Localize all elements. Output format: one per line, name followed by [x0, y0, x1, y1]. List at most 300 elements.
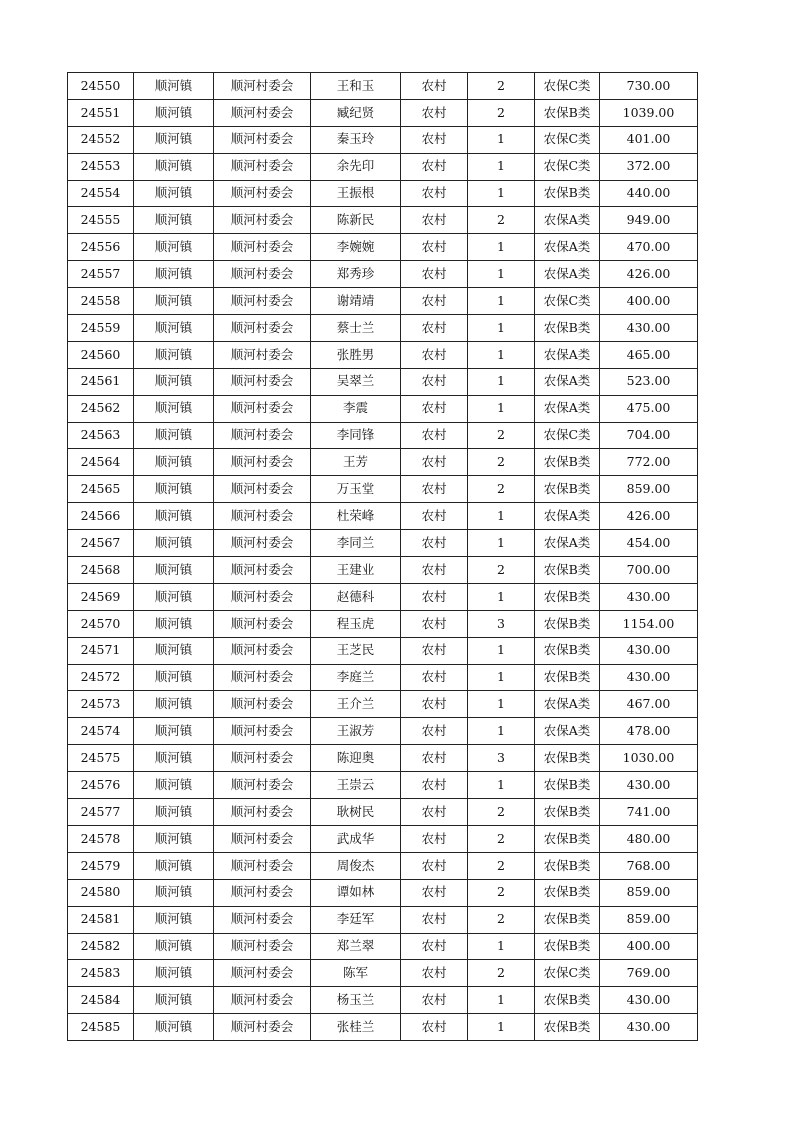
record-id-cell: 24585	[68, 1014, 134, 1041]
town-cell: 顺河镇	[134, 476, 214, 503]
insurance-category-cell: 农保C类	[535, 153, 600, 180]
record-id-cell: 24578	[68, 825, 134, 852]
household-type-cell: 农村	[401, 933, 468, 960]
amount-cell: 372.00	[600, 153, 698, 180]
town-cell: 顺河镇	[134, 153, 214, 180]
amount-cell: 401.00	[600, 126, 698, 153]
insurance-category-cell: 农保C类	[535, 288, 600, 315]
insurance-category-cell: 农保B类	[535, 799, 600, 826]
person-name-cell: 王芳	[311, 449, 401, 476]
member-count-cell: 1	[468, 691, 535, 718]
village-committee-cell: 顺河村委会	[214, 691, 311, 718]
household-type-cell: 农村	[401, 180, 468, 207]
member-count-cell: 1	[468, 718, 535, 745]
household-type-cell: 农村	[401, 126, 468, 153]
insurance-category-cell: 农保B类	[535, 987, 600, 1014]
table-row	[68, 1014, 698, 1041]
person-name-cell: 王淑芳	[311, 718, 401, 745]
person-name-cell: 李婉婉	[311, 234, 401, 261]
insurance-category-cell: 农保B类	[535, 610, 600, 637]
household-type-cell: 农村	[401, 799, 468, 826]
record-id-cell: 24563	[68, 422, 134, 449]
record-id-cell: 24581	[68, 906, 134, 933]
amount-cell: 741.00	[600, 799, 698, 826]
insurance-category-cell: 农保B类	[535, 449, 600, 476]
table-row	[68, 933, 698, 960]
table-row	[68, 530, 698, 557]
household-type-cell: 农村	[401, 825, 468, 852]
amount-cell: 400.00	[600, 933, 698, 960]
village-committee-cell: 顺河村委会	[214, 341, 311, 368]
member-count-cell: 2	[468, 906, 535, 933]
insurance-category-cell: 农保B类	[535, 476, 600, 503]
village-committee-cell: 顺河村委会	[214, 610, 311, 637]
amount-cell: 769.00	[600, 960, 698, 987]
member-count-cell: 1	[468, 637, 535, 664]
village-committee-cell: 顺河村委会	[214, 906, 311, 933]
household-type-cell: 农村	[401, 1014, 468, 1041]
amount-cell: 859.00	[600, 879, 698, 906]
amount-cell: 704.00	[600, 422, 698, 449]
member-count-cell: 1	[468, 395, 535, 422]
record-id-cell: 24569	[68, 583, 134, 610]
household-type-cell: 农村	[401, 852, 468, 879]
person-name-cell: 秦玉玲	[311, 126, 401, 153]
insurance-category-cell: 农保B类	[535, 879, 600, 906]
town-cell: 顺河镇	[134, 180, 214, 207]
town-cell: 顺河镇	[134, 368, 214, 395]
member-count-cell: 1	[468, 288, 535, 315]
table-row	[68, 799, 698, 826]
record-id-cell: 24552	[68, 126, 134, 153]
person-name-cell: 程玉虎	[311, 610, 401, 637]
household-type-cell: 农村	[401, 664, 468, 691]
household-type-cell: 农村	[401, 207, 468, 234]
town-cell: 顺河镇	[134, 637, 214, 664]
member-count-cell: 1	[468, 933, 535, 960]
person-name-cell: 郑秀珍	[311, 261, 401, 288]
member-count-cell: 1	[468, 1014, 535, 1041]
town-cell: 顺河镇	[134, 315, 214, 342]
person-name-cell: 谢靖靖	[311, 288, 401, 315]
record-id-cell: 24571	[68, 637, 134, 664]
town-cell: 顺河镇	[134, 610, 214, 637]
table-row	[68, 987, 698, 1014]
town-cell: 顺河镇	[134, 288, 214, 315]
town-cell: 顺河镇	[134, 583, 214, 610]
record-id-cell: 24562	[68, 395, 134, 422]
person-name-cell: 李震	[311, 395, 401, 422]
village-committee-cell: 顺河村委会	[214, 664, 311, 691]
household-type-cell: 农村	[401, 745, 468, 772]
member-count-cell: 2	[468, 557, 535, 584]
person-name-cell: 陈军	[311, 960, 401, 987]
data-table	[67, 72, 698, 1041]
member-count-cell: 3	[468, 745, 535, 772]
insurance-category-cell: 农保B类	[535, 180, 600, 207]
member-count-cell: 1	[468, 583, 535, 610]
member-count-cell: 2	[468, 476, 535, 503]
record-id-cell: 24584	[68, 987, 134, 1014]
insurance-category-cell: 农保C类	[535, 73, 600, 100]
insurance-category-cell: 农保B类	[535, 772, 600, 799]
person-name-cell: 蔡士兰	[311, 315, 401, 342]
insurance-category-cell: 农保B类	[535, 583, 600, 610]
village-committee-cell: 顺河村委会	[214, 879, 311, 906]
person-name-cell: 余先印	[311, 153, 401, 180]
table-row	[68, 422, 698, 449]
village-committee-cell: 顺河村委会	[214, 503, 311, 530]
member-count-cell: 1	[468, 341, 535, 368]
town-cell: 顺河镇	[134, 557, 214, 584]
amount-cell: 470.00	[600, 234, 698, 261]
person-name-cell: 臧纪贤	[311, 99, 401, 126]
person-name-cell: 李同锋	[311, 422, 401, 449]
member-count-cell: 1	[468, 261, 535, 288]
table-row	[68, 906, 698, 933]
person-name-cell: 武成华	[311, 825, 401, 852]
person-name-cell: 王崇云	[311, 772, 401, 799]
village-committee-cell: 顺河村委会	[214, 207, 311, 234]
village-committee-cell: 顺河村委会	[214, 745, 311, 772]
record-id-cell: 24565	[68, 476, 134, 503]
village-committee-cell: 顺河村委会	[214, 476, 311, 503]
village-committee-cell: 顺河村委会	[214, 315, 311, 342]
amount-cell: 430.00	[600, 664, 698, 691]
amount-cell: 730.00	[600, 73, 698, 100]
amount-cell: 430.00	[600, 772, 698, 799]
person-name-cell: 万玉堂	[311, 476, 401, 503]
person-name-cell: 张胜男	[311, 341, 401, 368]
town-cell: 顺河镇	[134, 799, 214, 826]
household-type-cell: 农村	[401, 718, 468, 745]
record-id-cell: 24577	[68, 799, 134, 826]
table-row	[68, 395, 698, 422]
person-name-cell: 陈迎奥	[311, 745, 401, 772]
table-row	[68, 476, 698, 503]
record-id-cell: 24561	[68, 368, 134, 395]
household-type-cell: 农村	[401, 960, 468, 987]
village-committee-cell: 顺河村委会	[214, 126, 311, 153]
amount-cell: 1039.00	[600, 99, 698, 126]
amount-cell: 467.00	[600, 691, 698, 718]
table-row	[68, 691, 698, 718]
town-cell: 顺河镇	[134, 825, 214, 852]
village-committee-cell: 顺河村委会	[214, 772, 311, 799]
household-type-cell: 农村	[401, 99, 468, 126]
town-cell: 顺河镇	[134, 530, 214, 557]
person-name-cell: 王振根	[311, 180, 401, 207]
amount-cell: 1030.00	[600, 745, 698, 772]
insurance-category-cell: 农保B类	[535, 664, 600, 691]
member-count-cell: 1	[468, 315, 535, 342]
amount-cell: 1154.00	[600, 610, 698, 637]
town-cell: 顺河镇	[134, 745, 214, 772]
insurance-category-cell: 农保B类	[535, 906, 600, 933]
person-name-cell: 吴翠兰	[311, 368, 401, 395]
insurance-category-cell: 农保A类	[535, 395, 600, 422]
record-id-cell: 24573	[68, 691, 134, 718]
record-id-cell: 24557	[68, 261, 134, 288]
record-id-cell: 24583	[68, 960, 134, 987]
member-count-cell: 1	[468, 234, 535, 261]
town-cell: 顺河镇	[134, 126, 214, 153]
person-name-cell: 郑兰翠	[311, 933, 401, 960]
household-type-cell: 农村	[401, 153, 468, 180]
insurance-category-cell: 农保B类	[535, 825, 600, 852]
insurance-category-cell: 农保A类	[535, 718, 600, 745]
record-id-cell: 24553	[68, 153, 134, 180]
record-id-cell: 24554	[68, 180, 134, 207]
person-name-cell: 耿树民	[311, 799, 401, 826]
table-row	[68, 341, 698, 368]
person-name-cell: 杜荣峰	[311, 503, 401, 530]
insurance-category-cell: 农保A类	[535, 368, 600, 395]
town-cell: 顺河镇	[134, 852, 214, 879]
village-committee-cell: 顺河村委会	[214, 799, 311, 826]
amount-cell: 426.00	[600, 261, 698, 288]
member-count-cell: 2	[468, 799, 535, 826]
member-count-cell: 2	[468, 852, 535, 879]
amount-cell: 772.00	[600, 449, 698, 476]
household-type-cell: 农村	[401, 691, 468, 718]
amount-cell: 478.00	[600, 718, 698, 745]
person-name-cell: 王介兰	[311, 691, 401, 718]
village-committee-cell: 顺河村委会	[214, 234, 311, 261]
member-count-cell: 1	[468, 126, 535, 153]
town-cell: 顺河镇	[134, 960, 214, 987]
member-count-cell: 2	[468, 207, 535, 234]
insurance-category-cell: 农保B类	[535, 637, 600, 664]
table-row	[68, 583, 698, 610]
member-count-cell: 2	[468, 73, 535, 100]
person-name-cell: 张桂兰	[311, 1014, 401, 1041]
town-cell: 顺河镇	[134, 207, 214, 234]
data-table-container	[67, 72, 698, 1041]
insurance-category-cell: 农保C类	[535, 126, 600, 153]
town-cell: 顺河镇	[134, 772, 214, 799]
village-committee-cell: 顺河村委会	[214, 933, 311, 960]
town-cell: 顺河镇	[134, 1014, 214, 1041]
village-committee-cell: 顺河村委会	[214, 449, 311, 476]
insurance-category-cell: 农保A类	[535, 691, 600, 718]
household-type-cell: 农村	[401, 583, 468, 610]
table-row	[68, 126, 698, 153]
village-committee-cell: 顺河村委会	[214, 530, 311, 557]
insurance-category-cell: 农保A类	[535, 530, 600, 557]
household-type-cell: 农村	[401, 422, 468, 449]
town-cell: 顺河镇	[134, 341, 214, 368]
member-count-cell: 2	[468, 449, 535, 476]
amount-cell: 430.00	[600, 315, 698, 342]
record-id-cell: 24575	[68, 745, 134, 772]
member-count-cell: 2	[468, 960, 535, 987]
household-type-cell: 农村	[401, 449, 468, 476]
table-row	[68, 745, 698, 772]
household-type-cell: 农村	[401, 73, 468, 100]
town-cell: 顺河镇	[134, 422, 214, 449]
insurance-category-cell: 农保B类	[535, 852, 600, 879]
amount-cell: 859.00	[600, 906, 698, 933]
insurance-category-cell: 农保B类	[535, 745, 600, 772]
record-id-cell: 24556	[68, 234, 134, 261]
table-row	[68, 315, 698, 342]
village-committee-cell: 顺河村委会	[214, 1014, 311, 1041]
insurance-category-cell: 农保B类	[535, 933, 600, 960]
insurance-category-cell: 农保C类	[535, 960, 600, 987]
amount-cell: 440.00	[600, 180, 698, 207]
village-committee-cell: 顺河村委会	[214, 368, 311, 395]
record-id-cell: 24570	[68, 610, 134, 637]
member-count-cell: 2	[468, 422, 535, 449]
person-name-cell: 王建业	[311, 557, 401, 584]
amount-cell: 430.00	[600, 987, 698, 1014]
member-count-cell: 1	[468, 772, 535, 799]
amount-cell: 475.00	[600, 395, 698, 422]
member-count-cell: 2	[468, 879, 535, 906]
table-row	[68, 879, 698, 906]
table-row	[68, 153, 698, 180]
town-cell: 顺河镇	[134, 718, 214, 745]
insurance-category-cell: 农保A类	[535, 261, 600, 288]
person-name-cell: 李庭兰	[311, 664, 401, 691]
amount-cell: 700.00	[600, 557, 698, 584]
insurance-category-cell: 农保B类	[535, 315, 600, 342]
amount-cell: 523.00	[600, 368, 698, 395]
town-cell: 顺河镇	[134, 99, 214, 126]
member-count-cell: 1	[468, 368, 535, 395]
town-cell: 顺河镇	[134, 503, 214, 530]
village-committee-cell: 顺河村委会	[214, 718, 311, 745]
record-id-cell: 24582	[68, 933, 134, 960]
member-count-cell: 2	[468, 825, 535, 852]
member-count-cell: 1	[468, 530, 535, 557]
person-name-cell: 王和玉	[311, 73, 401, 100]
household-type-cell: 农村	[401, 476, 468, 503]
insurance-category-cell: 农保C类	[535, 422, 600, 449]
person-name-cell: 李同兰	[311, 530, 401, 557]
town-cell: 顺河镇	[134, 73, 214, 100]
town-cell: 顺河镇	[134, 395, 214, 422]
table-row	[68, 368, 698, 395]
household-type-cell: 农村	[401, 772, 468, 799]
member-count-cell: 1	[468, 503, 535, 530]
record-id-cell: 24568	[68, 557, 134, 584]
person-name-cell: 王芝民	[311, 637, 401, 664]
table-row	[68, 73, 698, 100]
table-row	[68, 718, 698, 745]
insurance-category-cell: 农保B类	[535, 1014, 600, 1041]
village-committee-cell: 顺河村委会	[214, 73, 311, 100]
member-count-cell: 1	[468, 987, 535, 1014]
person-name-cell: 陈新民	[311, 207, 401, 234]
member-count-cell: 1	[468, 180, 535, 207]
record-id-cell: 24574	[68, 718, 134, 745]
insurance-category-cell: 农保A类	[535, 503, 600, 530]
household-type-cell: 农村	[401, 395, 468, 422]
table-row	[68, 503, 698, 530]
village-committee-cell: 顺河村委会	[214, 960, 311, 987]
record-id-cell: 24558	[68, 288, 134, 315]
record-id-cell: 24555	[68, 207, 134, 234]
town-cell: 顺河镇	[134, 664, 214, 691]
amount-cell: 430.00	[600, 637, 698, 664]
household-type-cell: 农村	[401, 610, 468, 637]
table-row	[68, 449, 698, 476]
record-id-cell: 24560	[68, 341, 134, 368]
household-type-cell: 农村	[401, 503, 468, 530]
village-committee-cell: 顺河村委会	[214, 825, 311, 852]
table-row	[68, 234, 698, 261]
table-row	[68, 852, 698, 879]
amount-cell: 430.00	[600, 583, 698, 610]
village-committee-cell: 顺河村委会	[214, 422, 311, 449]
table-row	[68, 288, 698, 315]
town-cell: 顺河镇	[134, 449, 214, 476]
record-id-cell: 24559	[68, 315, 134, 342]
record-id-cell: 24566	[68, 503, 134, 530]
village-committee-cell: 顺河村委会	[214, 987, 311, 1014]
table-row	[68, 99, 698, 126]
household-type-cell: 农村	[401, 234, 468, 261]
household-type-cell: 农村	[401, 530, 468, 557]
person-name-cell: 周俊杰	[311, 852, 401, 879]
member-count-cell: 2	[468, 99, 535, 126]
table-row	[68, 637, 698, 664]
household-type-cell: 农村	[401, 906, 468, 933]
insurance-category-cell: 农保B类	[535, 557, 600, 584]
amount-cell: 859.00	[600, 476, 698, 503]
village-committee-cell: 顺河村委会	[214, 99, 311, 126]
member-count-cell: 1	[468, 664, 535, 691]
household-type-cell: 农村	[401, 341, 468, 368]
record-id-cell: 24567	[68, 530, 134, 557]
village-committee-cell: 顺河村委会	[214, 395, 311, 422]
household-type-cell: 农村	[401, 261, 468, 288]
town-cell: 顺河镇	[134, 906, 214, 933]
amount-cell: 480.00	[600, 825, 698, 852]
town-cell: 顺河镇	[134, 234, 214, 261]
amount-cell: 400.00	[600, 288, 698, 315]
table-body	[68, 73, 698, 1041]
table-row	[68, 825, 698, 852]
village-committee-cell: 顺河村委会	[214, 288, 311, 315]
household-type-cell: 农村	[401, 987, 468, 1014]
village-committee-cell: 顺河村委会	[214, 852, 311, 879]
household-type-cell: 农村	[401, 557, 468, 584]
table-row	[68, 960, 698, 987]
record-id-cell: 24564	[68, 449, 134, 476]
town-cell: 顺河镇	[134, 691, 214, 718]
household-type-cell: 农村	[401, 288, 468, 315]
record-id-cell: 24572	[68, 664, 134, 691]
village-committee-cell: 顺河村委会	[214, 180, 311, 207]
table-row	[68, 180, 698, 207]
record-id-cell: 24576	[68, 772, 134, 799]
amount-cell: 454.00	[600, 530, 698, 557]
person-name-cell: 赵德科	[311, 583, 401, 610]
record-id-cell: 24580	[68, 879, 134, 906]
amount-cell: 426.00	[600, 503, 698, 530]
insurance-category-cell: 农保A类	[535, 341, 600, 368]
record-id-cell: 24579	[68, 852, 134, 879]
insurance-category-cell: 农保A类	[535, 234, 600, 261]
amount-cell: 430.00	[600, 1014, 698, 1041]
person-name-cell: 李廷军	[311, 906, 401, 933]
village-committee-cell: 顺河村委会	[214, 637, 311, 664]
town-cell: 顺河镇	[134, 933, 214, 960]
person-name-cell: 杨玉兰	[311, 987, 401, 1014]
